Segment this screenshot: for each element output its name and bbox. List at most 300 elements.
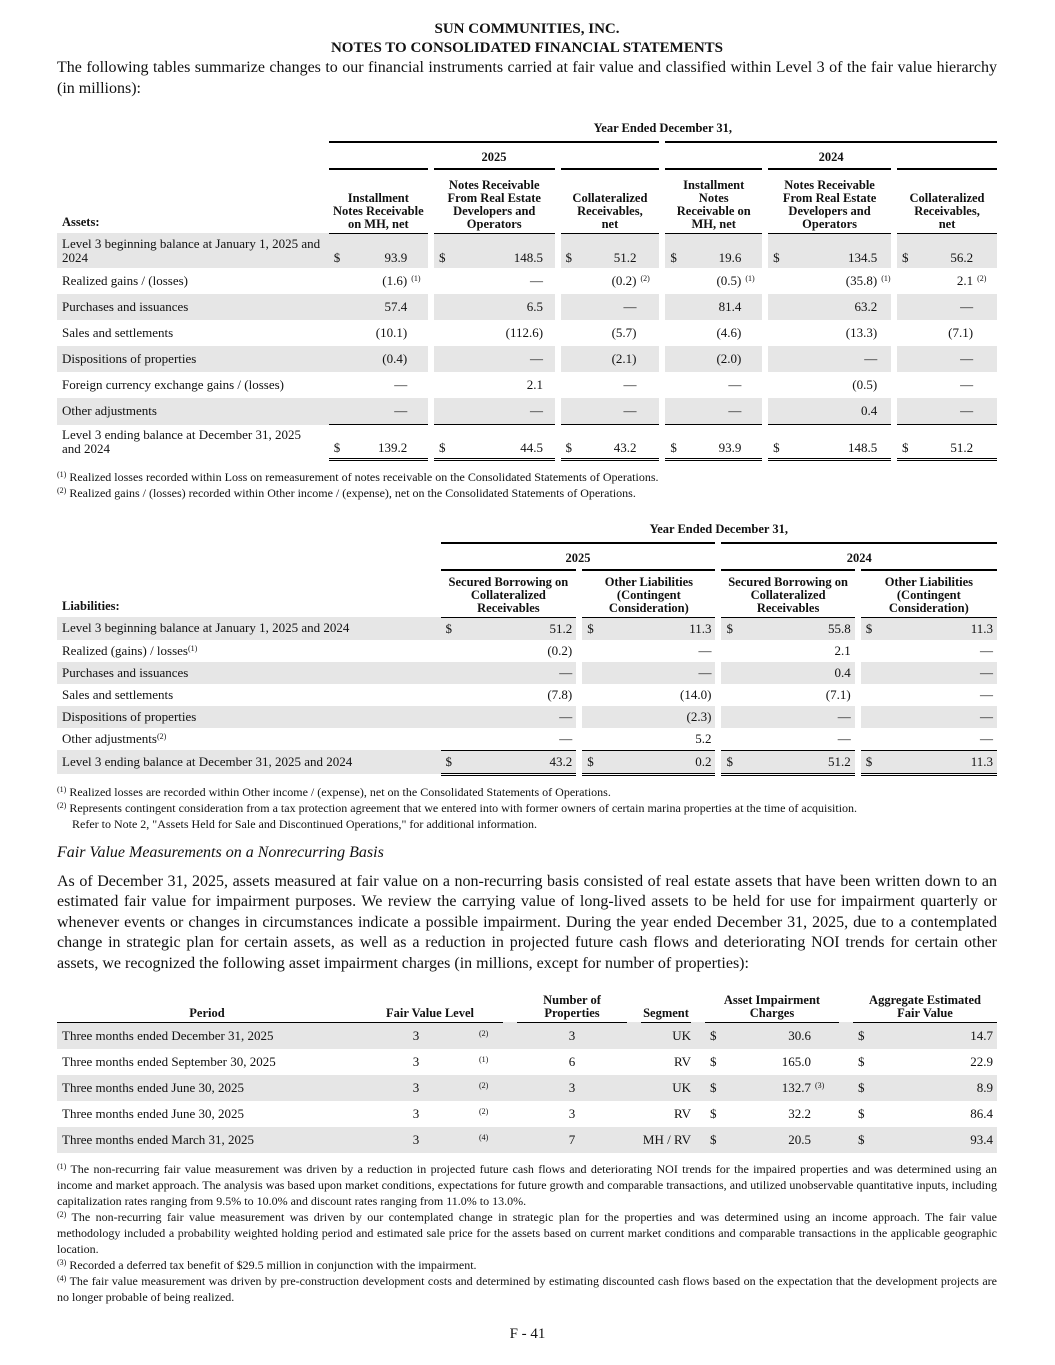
footnote-ref: (4) (475, 1127, 503, 1153)
footnote-ref (973, 346, 997, 372)
period-label: Three months ended September 30, 2025 (62, 1053, 276, 1069)
cell-value: 44.5 (446, 425, 543, 460)
spacer (839, 1127, 853, 1153)
liab-footnotes (57, 784, 997, 832)
row-label (57, 750, 441, 774)
currency-symbol (662, 268, 677, 294)
currency-symbol (558, 268, 573, 294)
footnote-ref (741, 346, 765, 372)
currency-symbol (431, 346, 446, 372)
cell-value: 0.2 (594, 750, 718, 774)
liab-year-header: Year Ended December 31, (441, 518, 997, 543)
fair-value-level: 3 (412, 1105, 420, 1121)
segment: RV (673, 1053, 691, 1069)
currency-symbol: $ (710, 1053, 717, 1069)
segment: UK (641, 1075, 691, 1101)
currency-symbol (579, 662, 594, 684)
cell-value: — (909, 398, 973, 425)
footnote-ref (811, 1022, 839, 1049)
table-row (57, 662, 997, 684)
cell-value: (14.0) (680, 686, 712, 702)
currency-symbol: $ (765, 425, 780, 460)
spacer (627, 1127, 641, 1153)
currency-symbol: $ (765, 233, 780, 268)
cell-value: (112.6) (505, 325, 544, 340)
footnote: $^{(2)}$ Realized gains / (losses) recorded within Other income / (expense), net on the Consolidated Statements of Operations. (57, 486, 636, 500)
row-label-text: Sales and settlements (62, 686, 174, 702)
cell-value: 43.2 (572, 425, 636, 460)
cell-value: — (572, 294, 636, 320)
spacer (503, 1127, 517, 1153)
row-label: Level 3 beginning balance at January 1, 2025 and 2024 (57, 233, 329, 268)
footnote-ref (407, 398, 431, 425)
currency-symbol (858, 728, 873, 751)
cell-value: — (623, 377, 637, 392)
imp-header-level: Fair Value Level (357, 986, 503, 1022)
currency-symbol (329, 346, 343, 372)
cell-value: (5.7) (611, 325, 637, 340)
currency-symbol (765, 320, 780, 346)
segment: RV (673, 1105, 691, 1121)
spacer (503, 1075, 517, 1101)
statement-title: NOTES TO CONSOLIDATED FINANCIAL STATEMENTS (330, 40, 724, 56)
currency-symbol: $ (662, 233, 677, 268)
currency-symbol (718, 706, 733, 728)
footnote-ref: (2) (475, 1075, 503, 1101)
cell-value: — (780, 346, 877, 372)
cell-value: (0.2) (611, 273, 637, 288)
currency-symbol: $ (853, 1127, 867, 1153)
currency-symbol (441, 706, 455, 728)
spacer (627, 1049, 641, 1075)
page (57, 0, 997, 1305)
spacer (839, 1075, 853, 1101)
row-label: Realized gains / (losses) (62, 273, 188, 288)
footnote: $^{(2)}$ Represents contingent consideration from a tax protection agreement that we entered into with former owners of certain marina properties at the time of acquisition. Refer to Note 2, "Assets Held for Sale and Discontinued Operations," for additional information. (57, 800, 858, 831)
row-label-text: Level 3 ending balance at December 31, 2025 and 2024 (62, 754, 353, 769)
footnote-ref (637, 320, 663, 346)
footnote-ref (741, 425, 765, 460)
currency-symbol (558, 398, 573, 425)
company-name: SUN COMMUNITIES, INC. (434, 21, 620, 37)
currency-symbol (579, 706, 594, 728)
row-label: Other adjustments (57, 398, 329, 425)
currency-symbol (894, 320, 909, 346)
row-label-text: Dispositions of properties (62, 708, 197, 724)
currency-symbol (558, 346, 573, 372)
spacer (627, 1022, 641, 1049)
spacer (627, 1101, 641, 1127)
currency-symbol (662, 346, 677, 372)
cell-value: — (960, 377, 974, 392)
footnote-ref (637, 294, 663, 320)
footnote-ref (877, 294, 894, 320)
assets-col-header: Installment Notes Receivable on MH, net (662, 169, 765, 233)
footnote-ref (741, 372, 765, 398)
cell-value: 148.5 (446, 233, 543, 268)
currency-symbol (718, 684, 733, 706)
currency-symbol (441, 640, 455, 662)
footnote-ref (973, 233, 997, 268)
imp-header-charges: Asset Impairment Charges (705, 986, 839, 1022)
currency-symbol (431, 320, 446, 346)
currency-symbol (858, 684, 873, 706)
currency-symbol: $ (718, 750, 733, 774)
currency-symbol (894, 372, 909, 398)
footnote-ref (877, 346, 894, 372)
assets-col-header: Notes Receivable From Real Estate Developers and Operators (431, 169, 558, 233)
table-row (57, 640, 997, 662)
footnote-ref (973, 425, 997, 460)
currency-symbol: $ (894, 425, 909, 460)
cell-value: — (455, 728, 579, 751)
row-label: Purchases and issuances (57, 294, 329, 320)
cell-value: 51.2 (572, 233, 636, 268)
impairment-charge: 165.0 (781, 1053, 811, 1069)
footnote-ref: (1) (745, 274, 755, 283)
fair-value-level: 3 (357, 1127, 475, 1153)
cell-value: 93.9 (343, 233, 407, 268)
cell-value: 134.5 (780, 233, 877, 268)
footnote-ref (543, 398, 557, 425)
period-label: Three months ended June 30, 2025 (57, 1075, 357, 1101)
footnote: $^{(3)}$ Recorded a deferred tax benefit of $29.5 million in conjunction with the impairment. (57, 1257, 477, 1272)
row-label-text: Realized (gains) / losses (62, 642, 188, 658)
cell-value: — (446, 398, 543, 425)
assets-year-2025: 2025 (329, 142, 663, 169)
cell-value: 2.1 (834, 642, 851, 658)
cell-value: — (677, 398, 741, 425)
currency-symbol (441, 728, 455, 751)
row-label: Sales and settlements (62, 325, 174, 340)
intro-paragraph: The following tables summarize changes to our financial instruments carried at fair value and classified within Level 3 of the fair value hierarchy (in millions): (57, 59, 997, 97)
cell-value: 63.2 (780, 294, 877, 320)
spacer (839, 1049, 853, 1075)
cell-value: — (698, 642, 712, 658)
currency-symbol (579, 684, 594, 706)
spacer (839, 1022, 853, 1049)
assets-col-header: Notes Receivable From Real Estate Developers and Operators (765, 169, 894, 233)
currency-symbol: $ (441, 750, 455, 774)
liab-col-header: Other Liabilities (Contingent Consideration) (579, 570, 718, 617)
footnote-ref: (1) (188, 643, 198, 653)
cell-value: — (980, 686, 993, 702)
cell-value: — (733, 706, 857, 728)
currency-symbol (662, 372, 677, 398)
currency-symbol (662, 320, 677, 346)
nonrecurring-heading: Fair Value Measurements on a Nonrecurring Basis (57, 843, 384, 861)
cell-value: (1.6) (382, 273, 408, 288)
currency-symbol: $ (431, 425, 446, 460)
cell-value: — (909, 346, 973, 372)
fair-value-level: 3 (357, 1075, 475, 1101)
currency-symbol (858, 640, 873, 662)
cell-value: (2.3) (594, 706, 718, 728)
cell-value: (35.8) (845, 273, 878, 288)
table-row (57, 233, 997, 268)
currency-symbol (718, 662, 733, 684)
row-label (57, 662, 441, 684)
cell-value: (2.0) (677, 346, 741, 372)
table-row (57, 268, 997, 294)
footnote-ref (637, 425, 663, 460)
number-of-properties: 6 (568, 1053, 576, 1069)
aggregate-fair-value: 93.4 (867, 1127, 997, 1153)
spacer (691, 1075, 705, 1101)
cell-value: 93.9 (677, 425, 741, 460)
footnote-ref (741, 233, 765, 268)
currency-symbol: $ (579, 750, 594, 774)
imp-header-aggregate: Aggregate Estimated Fair Value (853, 986, 997, 1022)
number-of-properties: 3 (517, 1022, 627, 1049)
table-row (57, 1127, 997, 1153)
cell-value: — (394, 377, 408, 392)
table-row (57, 617, 997, 640)
footnote-ref (407, 425, 431, 460)
aggregate-fair-value: 22.9 (970, 1053, 993, 1069)
cell-value: — (455, 662, 579, 684)
footnote-ref (543, 320, 557, 346)
assets-table (57, 117, 997, 461)
currency-symbol (431, 398, 446, 425)
footnote-ref: (1) (881, 274, 891, 283)
footnote-ref (407, 320, 431, 346)
assets-year-2024: 2024 (662, 142, 997, 169)
liab-col-header: Secured Borrowing on Collateralized Receivables (718, 570, 857, 617)
currency-symbol (765, 372, 780, 398)
footnote-ref (973, 372, 997, 398)
table-row (57, 294, 997, 320)
cell-value: 55.8 (733, 617, 857, 640)
currency-symbol: $ (431, 233, 446, 268)
currency-symbol: $ (718, 617, 733, 640)
currency-symbol: $ (705, 1022, 719, 1049)
footnote-ref (973, 294, 997, 320)
currency-symbol (765, 294, 780, 320)
currency-symbol (894, 294, 909, 320)
cell-value: — (446, 346, 543, 372)
footnote-ref: (1) (411, 274, 421, 283)
cell-value: 6.5 (446, 294, 543, 320)
table-row (57, 372, 997, 398)
cell-value: 51.2 (733, 750, 857, 774)
currency-symbol (558, 320, 573, 346)
spacer (839, 1101, 853, 1127)
cell-value: (2.1) (572, 346, 636, 372)
spacer (503, 1101, 517, 1127)
spacer (627, 1075, 641, 1101)
row-label: Foreign currency exchange gains / (losses) (62, 377, 285, 392)
aggregate-fair-value: 8.9 (867, 1075, 997, 1101)
footnote: $^{(1)}$ Realized losses recorded within Loss on remeasurement of notes receivable on the Consolidated Statements of Operations. (57, 470, 659, 484)
currency-symbol: $ (329, 233, 343, 268)
footnote-ref (811, 1127, 839, 1153)
cell-value: 56.2 (909, 233, 973, 268)
row-label-text: Purchases and issuances (62, 664, 189, 680)
currency-symbol (431, 268, 446, 294)
impairment-charge: 32.2 (788, 1105, 811, 1121)
currency-symbol: $ (858, 617, 873, 640)
footnote-ref (407, 294, 431, 320)
cell-value: — (572, 398, 636, 425)
currency-symbol (329, 398, 343, 425)
period-label: Three months ended December 31, 2025 (57, 1022, 357, 1049)
currency-symbol: $ (853, 1022, 867, 1049)
cell-value: (7.1) (948, 325, 974, 340)
spacer (503, 1049, 517, 1075)
footnote: $^{(1)}$ The non-recurring fair value measurement was driven by a reduction in projected future cash flows and deteriorating NOI trends for the impaired properties and was determined using an income and market approach. The analysis was based upon market conditions, expectations for future growth and comparable transactions, and utilized unobservable quantitative inputs, including capitalization rates ranging from 9.5% to 10.0% and discount rates ranging from 11.0% to 13.0%. (57, 1161, 997, 1208)
cell-value: 11.3 (594, 617, 718, 640)
currency-symbol: $ (558, 425, 573, 460)
footnote-ref (877, 425, 894, 460)
footnote-ref (877, 320, 894, 346)
table-row (57, 1075, 997, 1101)
table-row (57, 320, 997, 346)
liab-section-label: Liabilities: (62, 599, 120, 613)
footnote-ref (811, 1049, 839, 1075)
footnote-ref (973, 320, 997, 346)
footnote-ref (877, 398, 894, 425)
footnote-ref (407, 372, 431, 398)
currency-symbol (329, 268, 343, 294)
cell-value: — (728, 377, 742, 392)
table-row (57, 1049, 997, 1075)
currency-symbol: $ (894, 233, 909, 268)
assets-year-header: Year Ended December 31, (329, 117, 997, 142)
cell-value: 148.5 (780, 425, 877, 460)
footnote-ref (543, 268, 557, 294)
currency-symbol (431, 372, 446, 398)
liab-col-header: Other Liabilities (Contingent Consideration) (858, 570, 997, 617)
cell-value: (10.1) (375, 325, 408, 340)
spacer (691, 1127, 705, 1153)
footnote-ref (637, 372, 663, 398)
fair-value-level: 3 (357, 1022, 475, 1049)
cell-value: (7.8) (547, 686, 573, 702)
cell-value: — (733, 728, 857, 751)
cell-value: — (530, 273, 544, 288)
footnote-ref (543, 372, 557, 398)
currency-symbol: $ (329, 425, 343, 460)
cell-value: 81.4 (677, 294, 741, 320)
table-row (57, 728, 997, 751)
footnote-ref (543, 425, 557, 460)
currency-symbol: $ (853, 1075, 867, 1101)
currency-symbol (894, 398, 909, 425)
currency-symbol (329, 294, 343, 320)
footnote-ref: (2) (479, 1106, 489, 1116)
footnote-ref (637, 346, 663, 372)
currency-symbol (441, 662, 455, 684)
currency-symbol: $ (705, 1127, 719, 1153)
currency-symbol: $ (858, 1053, 865, 1069)
currency-symbol (718, 640, 733, 662)
assets-section-label: Assets: (62, 215, 100, 229)
cell-value: 57.4 (343, 294, 407, 320)
currency-symbol (718, 728, 733, 751)
number-of-properties: 3 (517, 1075, 627, 1101)
footnote-ref (741, 320, 765, 346)
row-label: Dispositions of properties (57, 346, 329, 372)
table-row (57, 706, 997, 728)
table-row (57, 1022, 997, 1049)
number-of-properties: 7 (517, 1127, 627, 1153)
liab-year-2024: 2024 (718, 543, 997, 570)
table-row (57, 1101, 997, 1127)
footnote: $^{(4)}$ The fair value measurement was driven by pre-construction development costs and determined by estimating discounted cash flows based on the expectation that the development projects are no longer probable of being realized. (57, 1273, 997, 1304)
currency-symbol: $ (858, 750, 873, 774)
cell-value: — (594, 662, 718, 684)
cell-value: — (343, 398, 407, 425)
cell-value: — (872, 706, 997, 728)
segment: MH / RV (641, 1127, 691, 1153)
currency-symbol: $ (441, 617, 455, 640)
impairment-table (57, 986, 997, 1153)
cell-value: 51.2 (455, 617, 579, 640)
imp-header-segment: Segment (641, 986, 691, 1022)
currency-symbol (329, 320, 343, 346)
spacer (503, 1022, 517, 1049)
footnote-ref: (2) (977, 274, 987, 283)
segment: UK (641, 1022, 691, 1049)
aggregate-fair-value: 14.7 (867, 1022, 997, 1049)
cell-value: 5.2 (594, 728, 718, 751)
cell-value: 11.3 (872, 617, 997, 640)
footnote-ref (877, 372, 894, 398)
cell-value: 0.4 (733, 662, 857, 684)
footnote-ref (637, 398, 663, 425)
footnote-ref (543, 346, 557, 372)
currency-symbol: $ (705, 1075, 719, 1101)
impairment-charge: 132.7 (719, 1075, 811, 1101)
footnote-ref (637, 233, 663, 268)
nonrecurring-paragraph: As of December 31, 2025, assets measured at fair value on a non-recurring basis consisted of real estate assets that have been written down to an estimated fair value for impairment purposes. We review the carrying value of long-lived assets to be held for use for impairment quarterly or whenever events or changes in circumstances indicate a possible impairment. During the year ended December 31, 2025, due to a contemplated change in strategic plan for certain assets, as well as a reduction in projected future cash flows and deteriorating NOI trends for certain other assets, we recognized the following asset impairment charges (in millions, except for number of properties): (57, 872, 997, 972)
row-label: Level 3 ending balance at December 31, 2025 and 2024 (62, 427, 301, 456)
total-row (57, 425, 997, 460)
row-label-text: Level 3 beginning balance at January 1, 2025 and 2024 (62, 620, 350, 636)
spacer (691, 1101, 705, 1127)
footnote-ref (407, 346, 431, 372)
currency-symbol (431, 294, 446, 320)
cell-value: — (455, 706, 579, 728)
cell-value: (4.6) (716, 325, 742, 340)
currency-symbol (579, 728, 594, 751)
currency-symbol (558, 294, 573, 320)
table-row (57, 684, 997, 706)
row-label (57, 728, 441, 751)
impairment-charge: 30.6 (719, 1022, 811, 1049)
currency-symbol (579, 640, 594, 662)
cell-value: 43.2 (455, 750, 579, 774)
assets-col-header: Installment Notes Receivable on MH, net (329, 169, 431, 233)
row-label (57, 706, 441, 728)
currency-symbol (858, 662, 873, 684)
total-row (57, 750, 997, 774)
currency-symbol: $ (558, 233, 573, 268)
row-label (57, 617, 441, 640)
page-number: F - 41 (509, 1326, 546, 1342)
currency-symbol (894, 268, 909, 294)
liab-year-2025: 2025 (441, 543, 719, 570)
currency-symbol (765, 268, 780, 294)
cell-value: 19.6 (677, 233, 741, 268)
footnote-ref (741, 398, 765, 425)
imp-header-period: Period (57, 986, 357, 1022)
liab-col-header: Secured Borrowing on Collateralized Receivables (441, 570, 580, 617)
currency-symbol (441, 684, 455, 706)
footnote: $^{(2)}$ The non-recurring fair value measurement was driven by our contemplated change in strategic plan for the properties and was determined using an income approach. The fair value methodology included a probability weighted holding period and estimated sale price for the assets based on current market conditions and comparable transactions in the applicable geographic location. (57, 1209, 997, 1256)
cell-value: — (980, 642, 993, 658)
